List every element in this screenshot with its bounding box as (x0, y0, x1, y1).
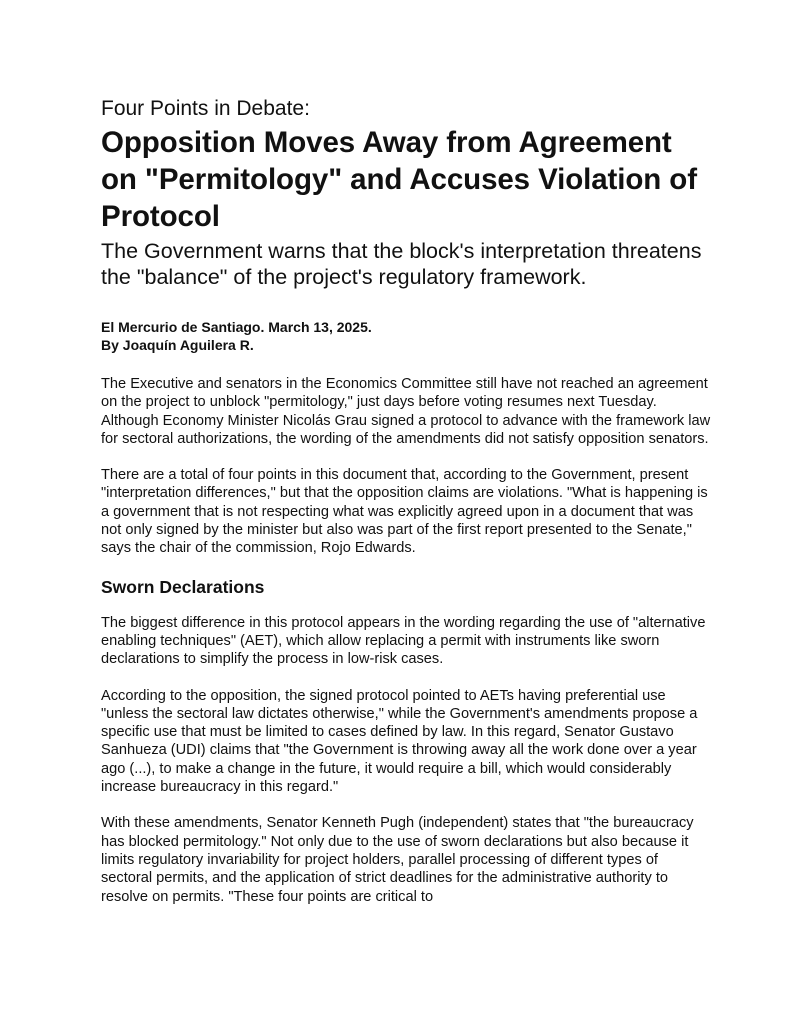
paragraph: According to the opposition, the signed protocol pointed to AETs having preferential use "unless the sectoral law dictates otherwise," while the Government's amendments propose a specific use that must be limited to cases defined by law. In this regard, Senator Gustavo Sanhueza (UDI) claims that "the Government is throwing away all the work done over a year ago (...), to make a change in the future, it would require a bill, which would considerably increase bureaucracy in this regard." (101, 687, 698, 796)
article-deck: The Government warns that the block's interpretation threatens the "balance" of the project's regulatory framework. (101, 239, 702, 289)
article (101, 96, 711, 924)
section-heading: Sworn Declarations (101, 576, 265, 597)
article-body (101, 375, 711, 906)
paragraph: The biggest difference in this protocol appears in the wording regarding the use of "alternative enabling techniques" (AET), which allow replacing a permit with instruments like sworn declarations to simplify the process in low-risk cases. (101, 614, 706, 668)
paragraph: There are a total of four points in this document that, according to the Government, present "interpretation differences," but that the opposition claims are violations. "What is happening is a government that is not respecting what was explicitly agreed upon in a document that was not only signed by the minister but also was part of the first report presented to the Senate," says the chair of the commission, Rojo Edwards. (101, 467, 708, 557)
paragraph: With these amendments, Senator Kenneth Pugh (independent) states that "the bureaucracy has blocked permitology." Not only due to the use of sworn declarations but also because it limits regulatory invariability for project holders, parallel processing of different types of sectoral permits, and the application of strict deadlines for the administrative authority to resolve on permits. "These four points are critical to (101, 815, 694, 905)
byline (101, 318, 711, 354)
paragraph: The Executive and senators in the Economics Committee still have not reached an agreement on the project to unblock "permitology," just days before voting resumes next Tuesday. Although Economy Minister Nicolás Grau signed a protocol to advance with the framework law for sectoral authorizations, the wording of the amendments did not satisfy opposition senators. (101, 376, 711, 447)
byline-source-date: El Mercurio de Santiago. March 13, 2025. (101, 319, 372, 335)
article-kicker: Four Points in Debate: (101, 97, 310, 120)
article-headline: Opposition Moves Away from Agreement on "Permitology" and Accuses Violation of Protocol (101, 126, 697, 233)
byline-author: By Joaquín Aguilera R. (101, 337, 254, 353)
